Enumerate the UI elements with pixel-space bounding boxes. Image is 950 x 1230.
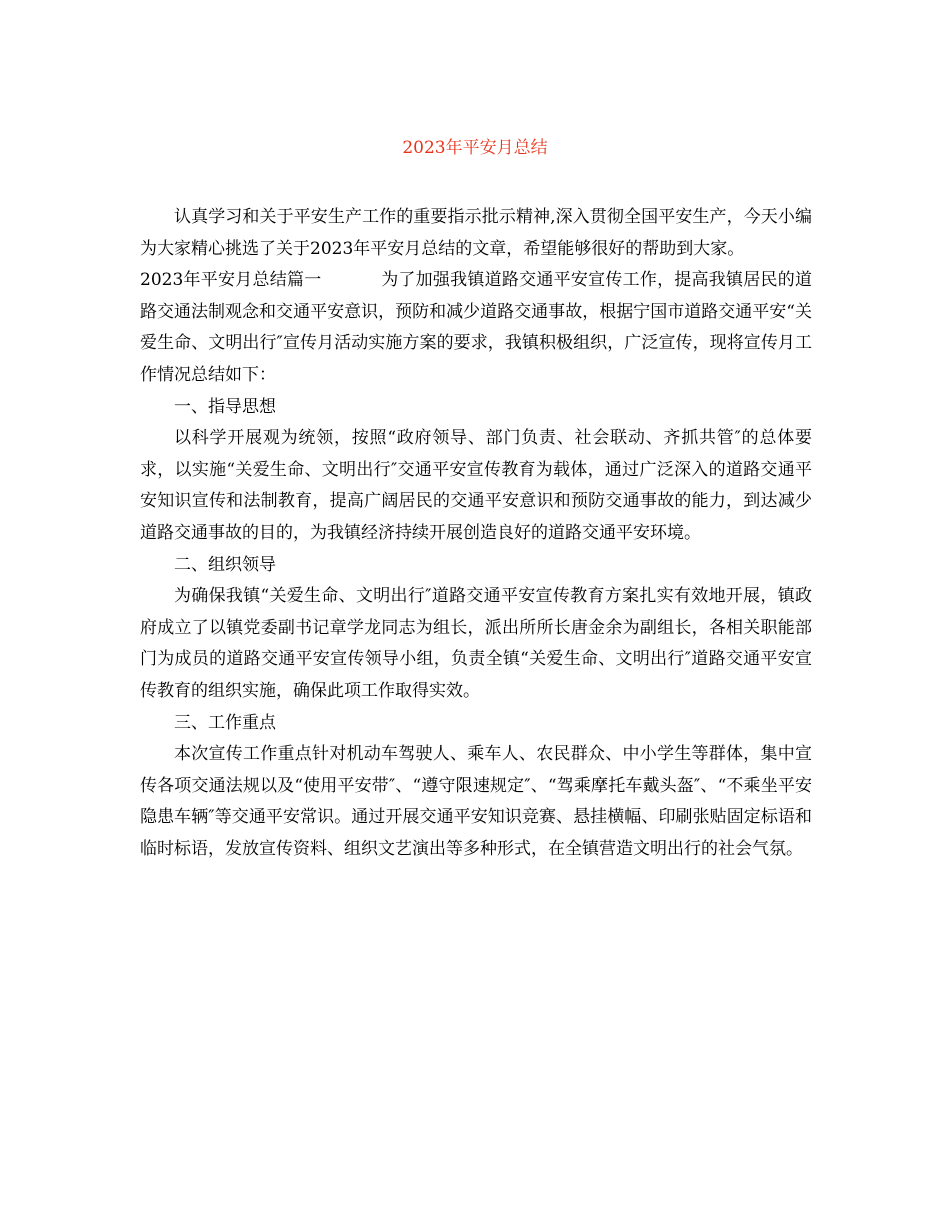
section3-paragraph: 本次宣传工作重点针对机动车驾驶人、乘车人、农民群众、中小学生等群体，集中宣传各项交通法规以及“使用平安带″、“遵守限速规定″、“驾乘摩托车戴头盔″、“不乘坐平安隐患车辆″等交通平安常识。通过开展交通平安知识竞赛、悬挂横幅、印刷张贴固定标语和临时标语，发放宣传资料、组织文艺演出等多种形式，在全镇营造文明出行的社会气氛。 (140, 744, 812, 859)
document-body (140, 202, 812, 865)
part1-text: 为了加强我镇道路交通平安宣传工作，提高我镇居民的道路交通法制观念和交通平安意识，预防和减少道路交通事故，根据宁国市道路交通平安“关爱生命、文明出行″宣传月活动实施方案的要求，我镇积极组织，广泛宣传，现将宣传月工作情况总结如下： (140, 270, 813, 385)
section1-heading: 一、指导思想 (174, 396, 276, 417)
section2-paragraph: 为确保我镇“关爱生命、文明出行″道路交通平安宣传教育方案扎实有效地开展，镇政府成立了以镇党委副书记章学龙同志为组长，派出所所长唐金余为副组长，各相关职能部门为成员的道路交通平安宣传领导小组，负责全镇“关爱生命、文明出行″道路交通平安宣传教育的组织实施，确保此项工作取得实效。 (140, 586, 812, 701)
intro-paragraph: 认真学习和关于平安生产工作的重要指示批示精神,深入贯彻全国平安生产，今天小编为大家精心挑选了关于2023年平安月总结的文章，希望能够很好的帮助到大家。 (140, 207, 812, 259)
part1-paragraph (140, 265, 812, 391)
section2-heading: 二、组织领导 (174, 554, 276, 575)
section3-heading: 三、工作重点 (174, 712, 276, 733)
part1-label: 2023年平安月总结篇一 (140, 270, 322, 291)
section1-paragraph: 以科学开展观为统领，按照“政府领导、部门负责、社会联动、齐抓共管″的总体要求，以实施“关爱生命、文明出行″交通平安宣传教育为载体，通过广泛深入的道路交通平安知识宣传和法制教育，提高广阔居民的交通平安意识和预防交通事故的能力，到达减少道路交通事故的目的，为我镇经济持续开展创造良好的道路交通平安环境。 (140, 428, 812, 543)
document-title: 2023年平安月总结 (402, 138, 548, 158)
